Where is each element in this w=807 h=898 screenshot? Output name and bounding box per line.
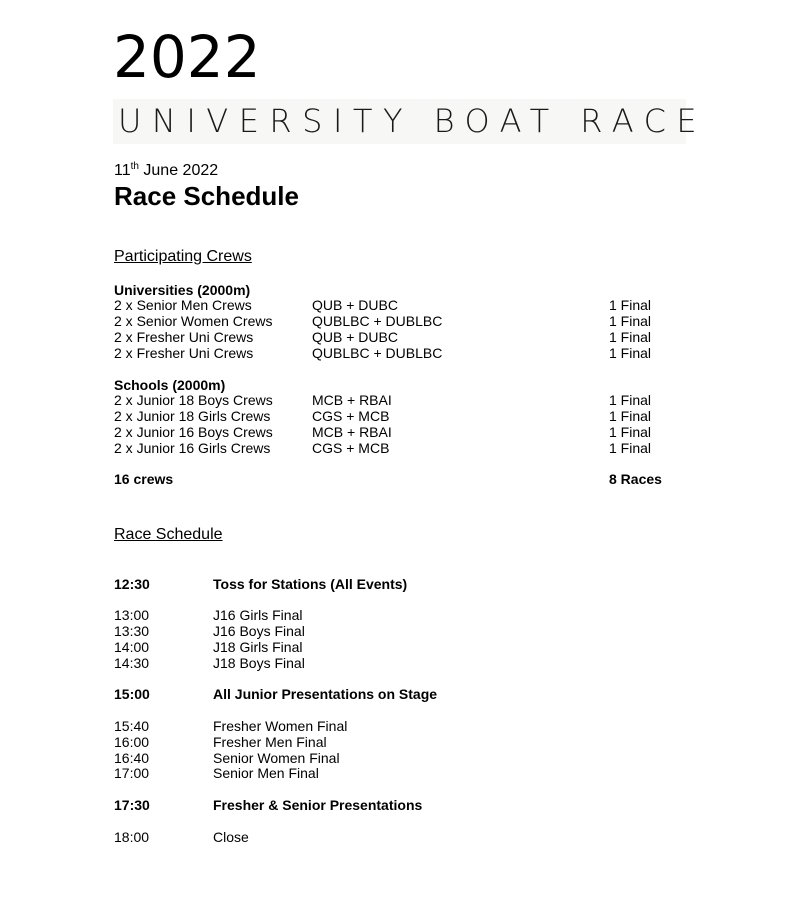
schedule-time: 14:30 bbox=[114, 655, 150, 671]
crew-clubs: QUB + DUBC bbox=[312, 297, 398, 313]
crew-row bbox=[114, 440, 714, 456]
event-year: 2022 bbox=[113, 23, 261, 91]
crew-description: 2 x Junior 18 Boys Crews bbox=[114, 392, 273, 408]
schedule-time: 15:40 bbox=[114, 718, 150, 734]
event-date bbox=[114, 162, 218, 180]
totals-row bbox=[114, 471, 714, 487]
crew-row bbox=[114, 424, 714, 440]
crew-races: 1 Final bbox=[609, 313, 652, 329]
crew-description: 2 x Fresher Uni Crews bbox=[114, 345, 254, 361]
schedule-row bbox=[114, 718, 714, 734]
crew-clubs: QUB + DUBC bbox=[312, 329, 398, 345]
schedule-row bbox=[114, 734, 714, 750]
total-crews: 16 crews bbox=[114, 471, 174, 487]
crew-races: 1 Final bbox=[609, 408, 652, 424]
event-banner bbox=[113, 99, 708, 144]
schedule-row bbox=[114, 655, 714, 671]
crew-row bbox=[114, 392, 714, 408]
crew-description: 2 x Fresher Uni Crews bbox=[114, 329, 254, 345]
crew-description: 2 x Junior 16 Girls Crews bbox=[114, 440, 271, 456]
crew-row bbox=[114, 313, 714, 329]
schedule-time: 17:30 bbox=[114, 797, 150, 813]
schedule-time: 14:00 bbox=[114, 639, 150, 655]
crew-description: 2 x Junior 18 Girls Crews bbox=[114, 408, 271, 424]
schedule-event: Close bbox=[213, 829, 249, 845]
universities-heading-text: Universities (2000m) bbox=[114, 282, 251, 298]
schedule-time: 16:40 bbox=[114, 750, 150, 766]
crew-races: 1 Final bbox=[609, 345, 652, 361]
schedule-event: Toss for Stations (All Events) bbox=[213, 576, 408, 592]
schedule-row bbox=[114, 576, 714, 592]
crew-clubs: QUBLBC + DUBLBC bbox=[312, 345, 443, 361]
crew-clubs: CGS + MCB bbox=[312, 408, 390, 424]
schedule-event: Fresher Women Final bbox=[213, 718, 348, 734]
schedule-row bbox=[114, 607, 714, 623]
crew-description: 2 x Senior Women Crews bbox=[114, 313, 273, 329]
schedule-time: 16:00 bbox=[114, 734, 150, 750]
crew-row bbox=[114, 408, 714, 424]
race-schedule-heading: Race Schedule bbox=[114, 526, 223, 543]
schedule-row bbox=[114, 750, 714, 766]
crew-row bbox=[114, 345, 714, 361]
schedule-time: 12:30 bbox=[114, 576, 150, 592]
participating-crews-heading: Participating Crews bbox=[114, 248, 252, 265]
schedule-row bbox=[114, 639, 714, 655]
date-suffix: th bbox=[130, 161, 139, 172]
crew-description: 2 x Senior Men Crews bbox=[114, 297, 252, 313]
schedule-event: Fresher & Senior Presentations bbox=[213, 797, 423, 813]
schools-heading bbox=[114, 377, 714, 393]
schedule-event: Senior Women Final bbox=[213, 750, 340, 766]
schedule-time: 17:00 bbox=[114, 765, 150, 781]
schedule-time: 18:00 bbox=[114, 829, 150, 845]
crew-races: 1 Final bbox=[609, 392, 652, 408]
crew-races: 1 Final bbox=[609, 329, 652, 345]
schedule-event: All Junior Presentations on Stage bbox=[213, 686, 438, 702]
schedule-event: J16 Boys Final bbox=[213, 623, 305, 639]
crew-description: 2 x Junior 16 Boys Crews bbox=[114, 424, 273, 440]
banner-title: UNIVERSITY BOAT RACE bbox=[118, 102, 708, 140]
crew-clubs: CGS + MCB bbox=[312, 440, 390, 456]
crew-races: 1 Final bbox=[609, 440, 652, 456]
schedule-row bbox=[114, 765, 714, 781]
schedule-event: Senior Men Final bbox=[213, 765, 319, 781]
crew-races: 1 Final bbox=[609, 297, 652, 313]
schedule-row bbox=[114, 829, 714, 845]
crew-clubs: MCB + RBAI bbox=[312, 424, 392, 440]
schedule-row bbox=[114, 797, 714, 813]
schedule-row bbox=[114, 686, 714, 702]
schedule-event: J16 Girls Final bbox=[213, 607, 303, 623]
schedule-time: 13:30 bbox=[114, 623, 150, 639]
schools-heading-text: Schools (2000m) bbox=[114, 377, 226, 393]
crew-clubs: QUBLBC + DUBLBC bbox=[312, 313, 443, 329]
schedule-event: J18 Girls Final bbox=[213, 639, 303, 655]
date-day: 11 bbox=[114, 162, 131, 179]
crew-row bbox=[114, 297, 714, 313]
universities-heading bbox=[114, 282, 714, 298]
schedule-time: 13:00 bbox=[114, 607, 150, 623]
crew-races: 1 Final bbox=[609, 424, 652, 440]
date-rest: June 2022 bbox=[138, 162, 219, 179]
schedule-time: 15:00 bbox=[114, 686, 150, 702]
schedule-event: Fresher Men Final bbox=[213, 734, 327, 750]
schedule-row bbox=[114, 623, 714, 639]
page-title: Race Schedule bbox=[114, 181, 299, 211]
total-races: 8 Races bbox=[609, 471, 662, 487]
schedule-event: J18 Boys Final bbox=[213, 655, 305, 671]
crew-clubs: MCB + RBAI bbox=[312, 392, 392, 408]
crew-row bbox=[114, 329, 714, 345]
